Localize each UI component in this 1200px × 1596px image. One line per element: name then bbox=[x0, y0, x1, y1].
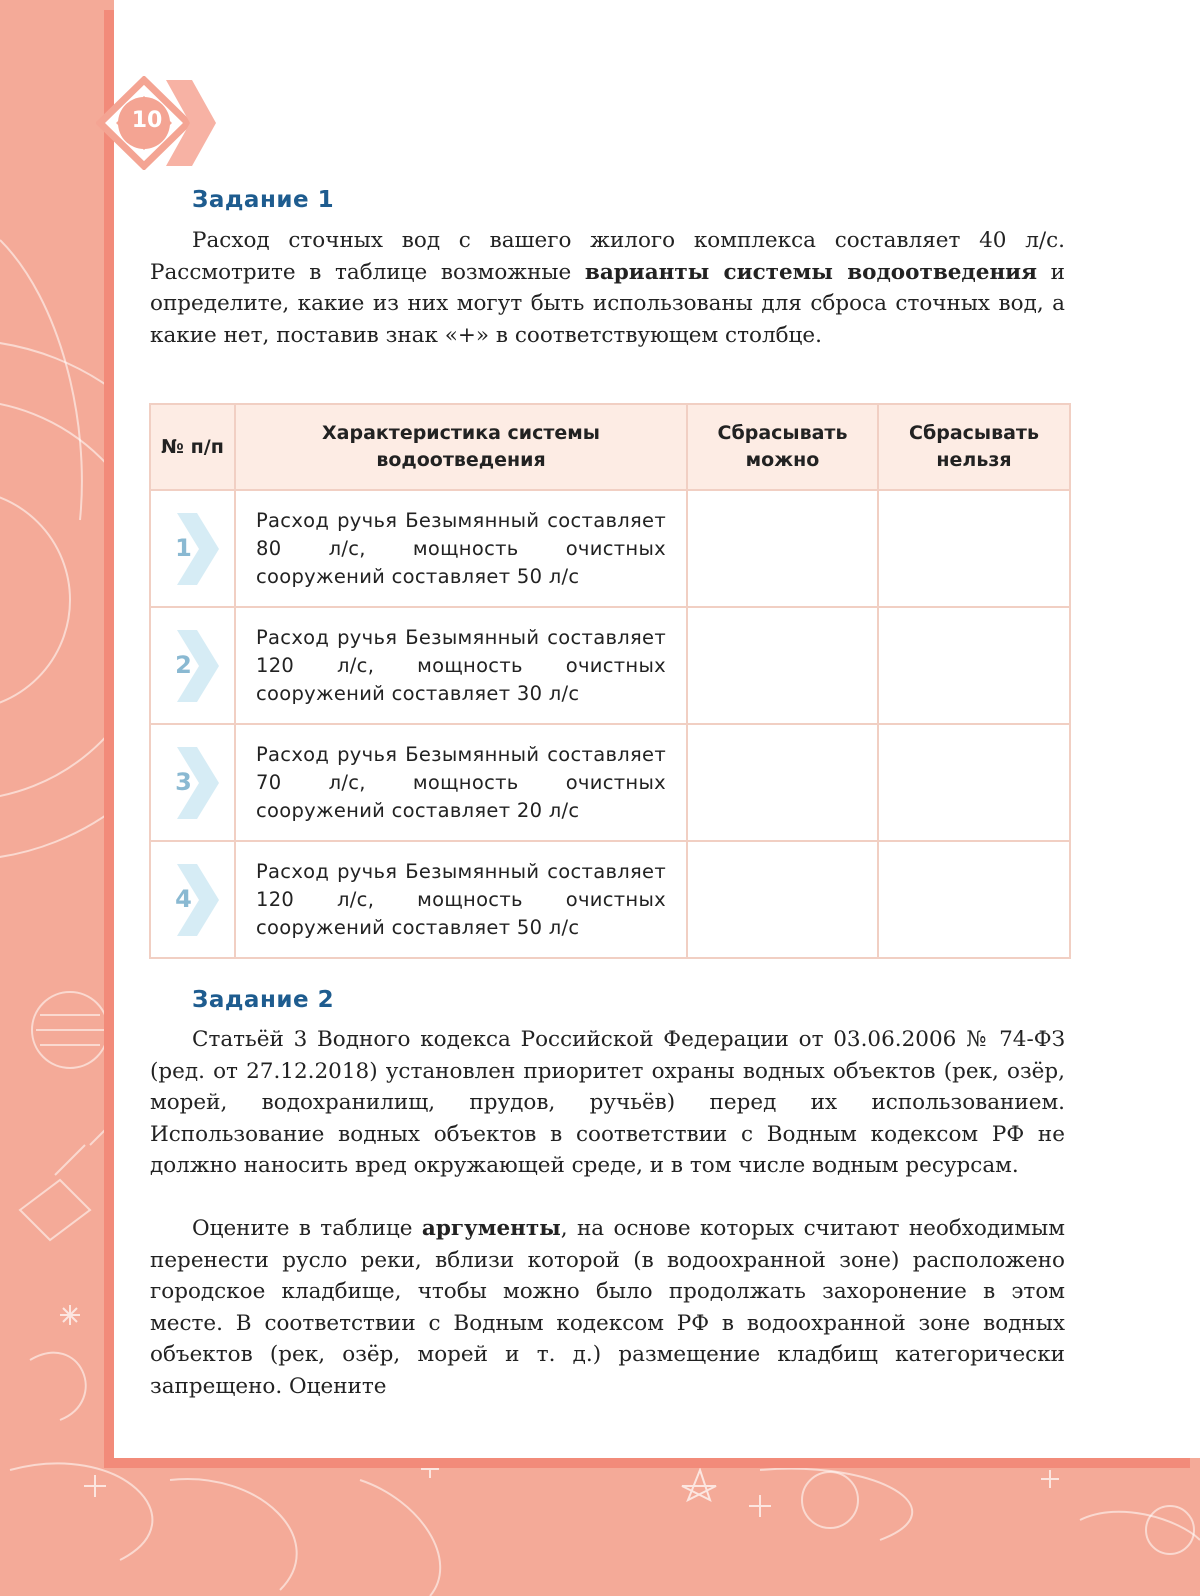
header-characteristic: Характеристика системы водоотведения bbox=[235, 404, 687, 490]
header-cannot-discharge: Сбрасывать нельзя bbox=[878, 404, 1070, 490]
task-2-paragraph-1: Статьёй 3 Водного кодекса Российской Федерации от 03.06.2006 № 74-ФЗ (ред. от 27.12.2018) установлен приоритет охраны водных объектов (рек, озёр, морей, водохранилищ, прудов, ручьёв) перед их использованием. Использование водных объектов в соответствии с Водным кодексом РФ не должно наносить вред окружающей среде, и в том числе водным ресурсам. bbox=[150, 1027, 1065, 1178]
task-1-bold-term: варианты системы водоотведения bbox=[584, 259, 1038, 285]
table-row bbox=[150, 607, 1070, 724]
orbit-ring-icon bbox=[0, 490, 70, 710]
table-row bbox=[150, 724, 1070, 841]
row-number-cell bbox=[150, 607, 235, 724]
answer-cell-cannot[interactable] bbox=[878, 724, 1070, 841]
satellite-icon bbox=[20, 1180, 90, 1240]
task-2-bold-term: аргументы bbox=[421, 1216, 561, 1241]
answer-cell-can[interactable] bbox=[687, 490, 878, 607]
page-number: 10 bbox=[131, 108, 163, 133]
task-2-text-part-2: , на основе которых считают необходимым перенести русло реки, вблизи которой (в водоохранной зоне) расположено городское кладбище, чтобы можно было продолжать захоронение в этом месте. В соответствии с Водным кодексом РФ в водоохранной зоне водных объектов (рек, озёр, морей и т. д.) размещение кладбищ категорически запрещено. Оцените bbox=[150, 1216, 1065, 1399]
answer-cell-can[interactable] bbox=[687, 724, 878, 841]
star-icon-3 bbox=[682, 1470, 716, 1500]
task-1-text-part-2: и определите, какие из них могут быть использованы для сброса сточных вод, а какие нет, поставив знак «+» в соответствующем столбце. bbox=[150, 259, 1065, 348]
answer-cell-cannot[interactable] bbox=[878, 841, 1070, 958]
row-number-cell bbox=[150, 841, 235, 958]
answer-cell-cannot[interactable] bbox=[878, 490, 1070, 607]
table-body bbox=[150, 490, 1070, 958]
row-number-cell bbox=[150, 724, 235, 841]
row-description: Расход ручья Безымянный составляет 120 л/с, мощность очистных сооружений составляет 30 л/с bbox=[235, 607, 687, 724]
task-2-paragraph-2 bbox=[150, 1213, 1065, 1402]
header-can-discharge: Сбрасывать можно bbox=[687, 404, 878, 490]
header-num: № п/п bbox=[150, 404, 235, 490]
row-description: Расход ручья Безымянный составляет 80 л/с, мощность очистных сооружений составляет 50 л/с bbox=[235, 490, 687, 607]
drainage-options-table bbox=[149, 403, 1071, 959]
row-number: 1 bbox=[175, 533, 192, 562]
table-row bbox=[150, 490, 1070, 607]
task-1-title: Задание 1 bbox=[192, 187, 335, 213]
row-number: 2 bbox=[175, 650, 192, 679]
row-description: Расход ручья Безымянный составляет 120 л/с, мощность очистных сооружений составляет 50 л/с bbox=[235, 841, 687, 958]
star-icon bbox=[60, 1305, 80, 1325]
row-number: 4 bbox=[175, 884, 192, 913]
moon-icon bbox=[802, 1472, 858, 1528]
table-row bbox=[150, 841, 1070, 958]
answer-cell-can[interactable] bbox=[687, 841, 878, 958]
row-number: 3 bbox=[175, 767, 192, 796]
row-number-cell bbox=[150, 490, 235, 607]
answer-cell-can[interactable] bbox=[687, 607, 878, 724]
table-header-row bbox=[150, 404, 1070, 490]
task-1-text-part-1: Расход сточных вод с вашего жилого комплекса составляет 40 л/с. Рассмотрите в таблице возможные bbox=[150, 228, 1065, 285]
row-description: Расход ручья Безымянный составляет 70 л/с, мощность очистных сооружений составляет 20 л/с bbox=[235, 724, 687, 841]
star-icon-2 bbox=[84, 1475, 106, 1497]
task-2-title: Задание 2 bbox=[192, 987, 335, 1013]
task-2-text-part-1: Оцените в таблице bbox=[192, 1216, 422, 1241]
answer-cell-cannot[interactable] bbox=[878, 607, 1070, 724]
task-1-text bbox=[150, 225, 1065, 351]
